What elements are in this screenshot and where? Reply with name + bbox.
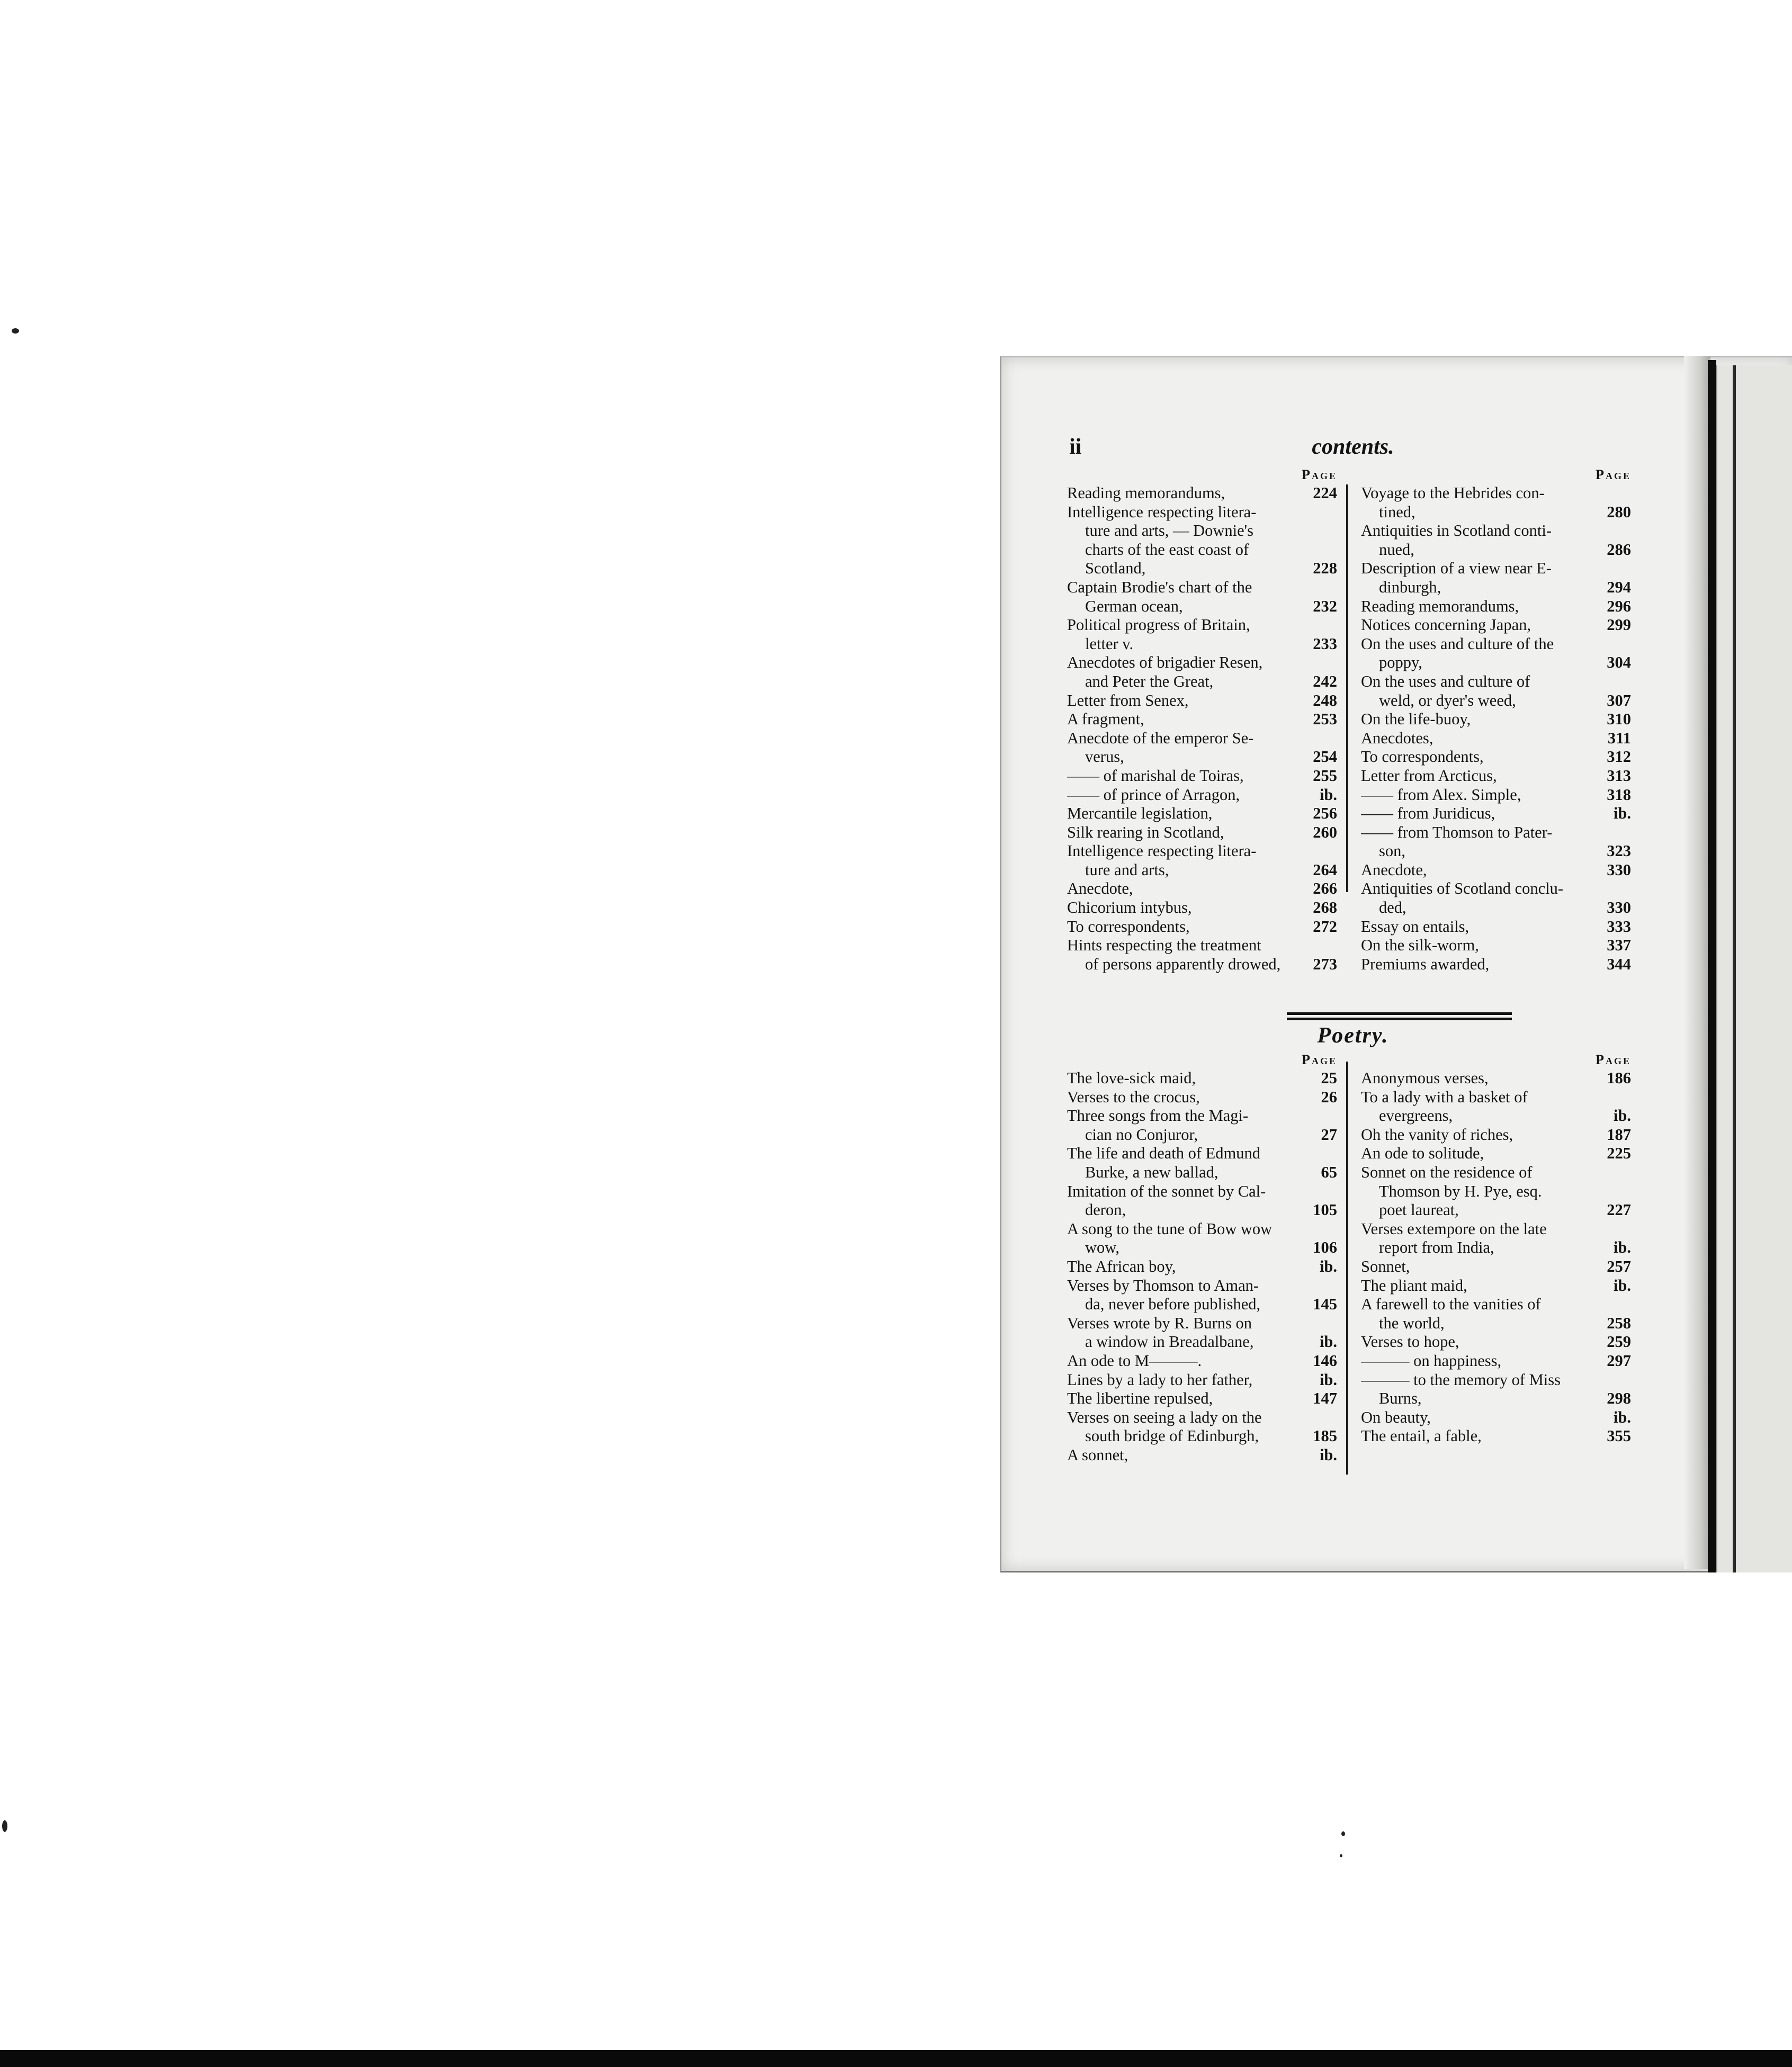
entry-page-number: 224 xyxy=(1313,484,1337,502)
entry-title-line: report from India, xyxy=(1379,1238,1494,1257)
entry-page-number: 318 xyxy=(1607,785,1631,804)
entry-page-number: ib. xyxy=(1319,1333,1337,1351)
contents-entry xyxy=(1067,767,1337,786)
entry-title-line: German ocean, xyxy=(1085,597,1183,615)
entry-page-number: 248 xyxy=(1313,691,1337,709)
entry-title-line: ——— on happiness, xyxy=(1361,1351,1502,1370)
entry-title-line: —— from Alex. Simple, xyxy=(1361,785,1521,804)
entry-page-number: 105 xyxy=(1313,1201,1337,1219)
entry-title-line: south bridge of Edinburgh, xyxy=(1085,1427,1259,1445)
entry-title-line: On the uses and culture of xyxy=(1361,672,1530,690)
contents-entry xyxy=(1361,1427,1631,1446)
entry-title-line: cian no Conjuror, xyxy=(1085,1125,1198,1144)
entry-title-line: Intelligence respecting litera- xyxy=(1067,502,1257,521)
entry-page-number: 333 xyxy=(1607,917,1631,936)
entry-title-line: Anecdote of the emperor Se- xyxy=(1067,729,1254,747)
contents-entry xyxy=(1067,1069,1337,1088)
contents-entry xyxy=(1361,1163,1631,1220)
entry-page-number: ib. xyxy=(1613,1408,1631,1426)
contents-entry xyxy=(1361,1220,1631,1257)
entry-page-number: 323 xyxy=(1607,842,1631,860)
contents-entry xyxy=(1067,823,1337,842)
entry-page-number: 187 xyxy=(1607,1125,1631,1144)
page-column-label: Page xyxy=(1596,1052,1631,1067)
entry-page-number: 145 xyxy=(1313,1295,1337,1314)
entry-page-number: 257 xyxy=(1607,1257,1631,1275)
page-column-label: Page xyxy=(1302,467,1337,482)
entry-title-line: poet laureat, xyxy=(1379,1201,1459,1219)
entry-page-number: ib. xyxy=(1613,1107,1631,1125)
entry-title-line: On the life-buoy, xyxy=(1361,710,1471,729)
entry-title-line: The libertine repulsed, xyxy=(1067,1389,1213,1408)
contents-entry xyxy=(1361,1257,1631,1277)
entry-title-line: —— from Juridicus, xyxy=(1361,804,1495,823)
contents-entry xyxy=(1067,842,1337,879)
contents-entry xyxy=(1361,559,1631,597)
entry-title-line: Antiquities in Scotland conti- xyxy=(1361,522,1552,540)
contents-entry xyxy=(1361,955,1631,974)
contents-entry xyxy=(1067,1446,1337,1465)
contents-entry xyxy=(1361,1333,1631,1352)
poetry-heading: Poetry. xyxy=(1317,1023,1389,1048)
contents-entry xyxy=(1361,710,1631,729)
entry-title-line: ture and arts, xyxy=(1085,860,1169,879)
entry-title-line: Essay on entails, xyxy=(1361,917,1470,936)
entry-title-line: Anonymous verses, xyxy=(1361,1069,1489,1087)
entry-page-number: 310 xyxy=(1607,710,1631,729)
entry-title-line: son, xyxy=(1379,842,1405,860)
entry-page-number: ib. xyxy=(1319,1370,1337,1389)
entry-title-line: Imitation of the sonnet by Cal- xyxy=(1067,1182,1266,1200)
entry-title-line: nued, xyxy=(1379,540,1414,559)
page-column-label: Page xyxy=(1596,467,1631,482)
entry-page-number: 146 xyxy=(1313,1351,1337,1370)
contents-entry xyxy=(1361,635,1631,672)
entry-page-number: ib. xyxy=(1613,1238,1631,1257)
entry-title-line: charts of the east coast of xyxy=(1085,540,1249,559)
entry-page-number: 330 xyxy=(1607,898,1631,917)
entry-title-line: Antiquities of Scotland conclu- xyxy=(1361,879,1564,898)
contents-entry xyxy=(1067,1088,1337,1107)
entry-page-number: ib. xyxy=(1319,1445,1337,1464)
entry-title-line: Anecdotes, xyxy=(1361,729,1433,747)
entry-page-number: 232 xyxy=(1313,597,1337,615)
entry-title-line: a window in Breadalbane, xyxy=(1085,1333,1254,1351)
entry-title-line: tined, xyxy=(1379,502,1415,521)
contents-entry xyxy=(1067,936,1337,974)
entry-page-number: 330 xyxy=(1607,860,1631,879)
entry-title-line: Political progress of Britain, xyxy=(1067,616,1250,634)
contents-entry xyxy=(1361,918,1631,937)
entry-title-line: Notices concerning Japan, xyxy=(1361,616,1531,634)
entry-title-line: An ode to solitude, xyxy=(1361,1144,1484,1163)
entry-page-number: 255 xyxy=(1313,766,1337,785)
entry-page-number: 297 xyxy=(1607,1351,1631,1370)
contents-entry xyxy=(1361,879,1631,917)
entry-page-number: 344 xyxy=(1607,955,1631,973)
contents-entry xyxy=(1361,1277,1631,1296)
contents-entry xyxy=(1067,898,1337,918)
contents-entry xyxy=(1361,1088,1631,1126)
contents-entry xyxy=(1067,503,1337,578)
contents-entry xyxy=(1361,861,1631,880)
entry-title-line: ded, xyxy=(1379,898,1406,917)
entry-page-number: 106 xyxy=(1313,1238,1337,1257)
contents-entry xyxy=(1067,1314,1337,1352)
entry-title-line: Verses to the crocus, xyxy=(1067,1088,1200,1106)
entry-title-line: Oh the vanity of riches, xyxy=(1361,1125,1513,1144)
entry-title-line: da, never before published, xyxy=(1085,1295,1261,1314)
entry-title-line: On beauty, xyxy=(1361,1408,1431,1426)
entry-title-line: weld, or dyer's weed, xyxy=(1379,691,1516,709)
entry-title-line: Three songs from the Magi- xyxy=(1067,1107,1249,1125)
column-divider xyxy=(1346,1062,1348,1475)
entry-title-line: Mercantile legislation, xyxy=(1067,804,1213,823)
entry-page-number: 253 xyxy=(1313,710,1337,729)
contents-entry xyxy=(1361,672,1631,710)
entry-page-number: ib. xyxy=(1613,1276,1631,1295)
entry-title-line: Intelligence respecting litera- xyxy=(1067,842,1257,860)
contents-entry xyxy=(1067,1389,1337,1408)
contents-entry xyxy=(1361,1144,1631,1163)
entry-page-number: 233 xyxy=(1313,634,1337,653)
entry-title-line: The life and death of Edmund xyxy=(1067,1144,1261,1163)
contents-entry xyxy=(1067,1257,1337,1277)
entry-title-line: deron, xyxy=(1085,1201,1126,1219)
entry-title-line: and Peter the Great, xyxy=(1085,672,1214,690)
entry-title-line: Reading memorandums, xyxy=(1067,484,1225,502)
entry-title-line: On the silk-worm, xyxy=(1361,936,1479,955)
contents-entry xyxy=(1067,1352,1337,1371)
entry-title-line: Thomson by H. Pye, esq. xyxy=(1379,1182,1542,1200)
entry-page-number: 185 xyxy=(1313,1427,1337,1445)
entry-page-number: 260 xyxy=(1313,823,1337,841)
entry-title-line: Captain Brodie's chart of the xyxy=(1067,578,1252,596)
entry-title-line: Letter from Senex, xyxy=(1067,691,1189,709)
entry-title-line: A song to the tune of Bow wow xyxy=(1067,1219,1273,1238)
entry-title-line: To a lady with a basket of xyxy=(1361,1088,1528,1106)
contents-entry xyxy=(1067,879,1337,898)
entry-page-number: 227 xyxy=(1607,1201,1631,1219)
poetry-contents-right xyxy=(1361,1051,1631,1446)
page-number: ii xyxy=(1069,435,1082,459)
entry-title-line: Chicorium intybus, xyxy=(1067,898,1192,917)
entry-title-line: ture and arts, — Downie's xyxy=(1085,522,1254,540)
entry-title-line: Verses on seeing a lady on the xyxy=(1067,1408,1262,1426)
contents-entry xyxy=(1361,1352,1631,1371)
contents-entry xyxy=(1361,767,1631,786)
entry-title-line: Letter from Arcticus, xyxy=(1361,766,1497,785)
entry-title-line: evergreens, xyxy=(1379,1107,1453,1125)
contents-entry xyxy=(1361,823,1631,861)
scan-bottom-border xyxy=(0,2050,1792,2067)
contents-entry xyxy=(1067,786,1337,805)
contents-entry xyxy=(1067,578,1337,616)
poetry-contents-left xyxy=(1067,1051,1337,1464)
entry-title-line: Burns, xyxy=(1379,1389,1422,1408)
entry-title-line: Description of a view near E- xyxy=(1361,559,1552,578)
entry-page-number: ib. xyxy=(1319,1257,1337,1275)
contents-entry xyxy=(1361,786,1631,805)
entry-title-line: A fragment, xyxy=(1067,710,1144,729)
contents-entry xyxy=(1067,1220,1337,1257)
entry-page-number: 304 xyxy=(1607,653,1631,672)
entry-page-number: 266 xyxy=(1313,879,1337,898)
entry-title-line: verus, xyxy=(1085,748,1124,766)
contents-entry xyxy=(1361,1371,1631,1408)
entry-title-line: wow, xyxy=(1085,1238,1119,1257)
contents-entry xyxy=(1067,1107,1337,1144)
contents-entry xyxy=(1361,522,1631,559)
entry-page-number: ib. xyxy=(1613,804,1631,823)
entry-page-number: 225 xyxy=(1607,1144,1631,1163)
entry-page-number: 25 xyxy=(1321,1069,1337,1087)
prose-contents-right xyxy=(1361,466,1631,974)
entry-page-number: 355 xyxy=(1607,1427,1631,1445)
contents-entry xyxy=(1361,1069,1631,1088)
contents-entry xyxy=(1067,484,1337,503)
entry-title-line: Anecdote, xyxy=(1067,879,1133,898)
book-gutter xyxy=(1708,360,1716,1572)
entry-title-line: ——— to the memory of Miss xyxy=(1361,1370,1561,1389)
entry-title-line: The love-sick maid, xyxy=(1067,1069,1196,1087)
entry-page-number: 268 xyxy=(1313,898,1337,917)
entry-title-line: Anecdote, xyxy=(1361,860,1427,879)
entry-page-number: 286 xyxy=(1607,540,1631,559)
entry-title-line: Scotland, xyxy=(1085,559,1146,578)
column-divider xyxy=(1346,484,1348,892)
entry-title-line: To correspondents, xyxy=(1361,748,1484,766)
contents-entry xyxy=(1361,729,1631,748)
entry-title-line: letter v. xyxy=(1085,634,1134,653)
entry-title-line: Voyage to the Hebrides con- xyxy=(1361,484,1545,502)
section-rule xyxy=(1287,1012,1512,1015)
entry-page-number: ib. xyxy=(1319,785,1337,804)
contents-entry xyxy=(1067,691,1337,711)
entry-page-number: 280 xyxy=(1607,502,1631,521)
entry-page-number: 313 xyxy=(1607,766,1631,785)
entry-page-number: 337 xyxy=(1607,936,1631,955)
entry-title-line: poppy, xyxy=(1379,653,1422,672)
scan-speck xyxy=(1341,1831,1345,1836)
section-rule xyxy=(1287,1018,1512,1020)
contents-entry xyxy=(1361,804,1631,823)
contents-entry xyxy=(1067,653,1337,691)
entry-page-number: 65 xyxy=(1321,1163,1337,1181)
entry-page-number: 264 xyxy=(1313,860,1337,879)
contents-entry xyxy=(1361,748,1631,767)
contents-entry xyxy=(1067,1408,1337,1446)
entry-title-line: Hints respecting the treatment xyxy=(1067,936,1261,955)
contents-entry xyxy=(1067,918,1337,937)
entry-page-number: 273 xyxy=(1313,955,1337,973)
entry-page-number: 298 xyxy=(1607,1389,1631,1408)
entry-title-line: The entail, a fable, xyxy=(1361,1427,1482,1445)
entry-page-number: 311 xyxy=(1607,729,1631,747)
entry-title-line: A sonnet, xyxy=(1067,1445,1128,1464)
entry-title-line: —— of marishal de Toiras, xyxy=(1067,766,1244,785)
contents-entry xyxy=(1361,597,1631,616)
contents-entry xyxy=(1361,1126,1631,1145)
entry-title-line: Verses extempore on the late xyxy=(1361,1219,1547,1238)
page-edge xyxy=(1684,356,1710,1569)
entry-title-line: the world, xyxy=(1379,1314,1445,1332)
entry-title-line: of persons apparently drowed, xyxy=(1085,955,1281,973)
contents-entry xyxy=(1361,484,1631,522)
entry-page-number: 256 xyxy=(1313,804,1337,823)
facing-page xyxy=(1716,365,1792,1572)
entry-title-line: Sonnet on the residence of xyxy=(1361,1163,1533,1181)
entry-page-number: 294 xyxy=(1607,578,1631,596)
entry-title-line: The pliant maid, xyxy=(1361,1276,1467,1295)
contents-entry xyxy=(1067,1277,1337,1314)
entry-title-line: Reading memorandums, xyxy=(1361,597,1519,615)
entry-title-line: —— from Thomson to Pater- xyxy=(1361,823,1553,841)
entry-title-line: dinburgh, xyxy=(1379,578,1441,596)
entry-page-number: 272 xyxy=(1313,917,1337,936)
entry-page-number: 186 xyxy=(1607,1069,1631,1087)
contents-entry xyxy=(1067,1371,1337,1390)
contents-entry xyxy=(1361,1295,1631,1333)
contents-entry xyxy=(1361,1408,1631,1427)
entry-title-line: Burke, a new ballad, xyxy=(1085,1163,1218,1181)
entry-page-number: 26 xyxy=(1321,1088,1337,1106)
contents-entry xyxy=(1361,616,1631,635)
entry-page-number: 242 xyxy=(1313,672,1337,690)
page-column-label: Page xyxy=(1302,1052,1337,1067)
contents-entry xyxy=(1067,1144,1337,1182)
entry-title-line: Sonnet, xyxy=(1361,1257,1410,1275)
facing-page-rule xyxy=(1733,365,1736,1572)
contents-entry xyxy=(1067,729,1337,767)
entry-title-line: Verses by Thomson to Aman- xyxy=(1067,1276,1259,1295)
entry-page-number: 259 xyxy=(1607,1333,1631,1351)
entry-title-line: Verses to hope, xyxy=(1361,1333,1459,1351)
scan-speck xyxy=(1340,1854,1342,1857)
entry-page-number: 299 xyxy=(1607,616,1631,634)
prose-contents-left xyxy=(1067,466,1337,974)
contents-entry xyxy=(1067,616,1337,653)
entry-title-line: To correspondents, xyxy=(1067,917,1190,936)
entry-page-number: 296 xyxy=(1607,597,1631,615)
entry-title-line: An ode to M———. xyxy=(1067,1351,1202,1370)
contents-entry xyxy=(1067,710,1337,729)
entry-page-number: 27 xyxy=(1321,1125,1337,1144)
entry-page-number: 258 xyxy=(1607,1314,1631,1332)
entry-page-number: 254 xyxy=(1313,748,1337,766)
entry-page-number: 228 xyxy=(1313,559,1337,578)
entry-title-line: Verses wrote by R. Burns on xyxy=(1067,1314,1252,1332)
running-title: contents. xyxy=(1312,435,1394,459)
entry-title-line: A farewell to the vanities of xyxy=(1361,1295,1541,1314)
entry-title-line: Lines by a lady to her father, xyxy=(1067,1370,1253,1389)
contents-entry xyxy=(1361,936,1631,955)
scan-speck xyxy=(2,1820,7,1832)
entry-title-line: —— of prince of Arragon, xyxy=(1067,785,1240,804)
entry-page-number: 312 xyxy=(1607,748,1631,766)
scan-speck xyxy=(12,328,19,334)
entry-title-line: Premiums awarded, xyxy=(1361,955,1490,973)
entry-page-number: 147 xyxy=(1313,1389,1337,1408)
entry-title-line: Silk rearing in Scotland, xyxy=(1067,823,1224,841)
entry-title-line: The African boy, xyxy=(1067,1257,1176,1275)
contents-entry xyxy=(1067,1182,1337,1220)
entry-title-line: Anecdotes of brigadier Resen, xyxy=(1067,653,1263,672)
poetry-contents xyxy=(1067,1051,1639,1485)
entry-page-number: 307 xyxy=(1607,691,1631,709)
entry-title-line: On the uses and culture of the xyxy=(1361,634,1554,653)
contents-entry xyxy=(1067,804,1337,823)
